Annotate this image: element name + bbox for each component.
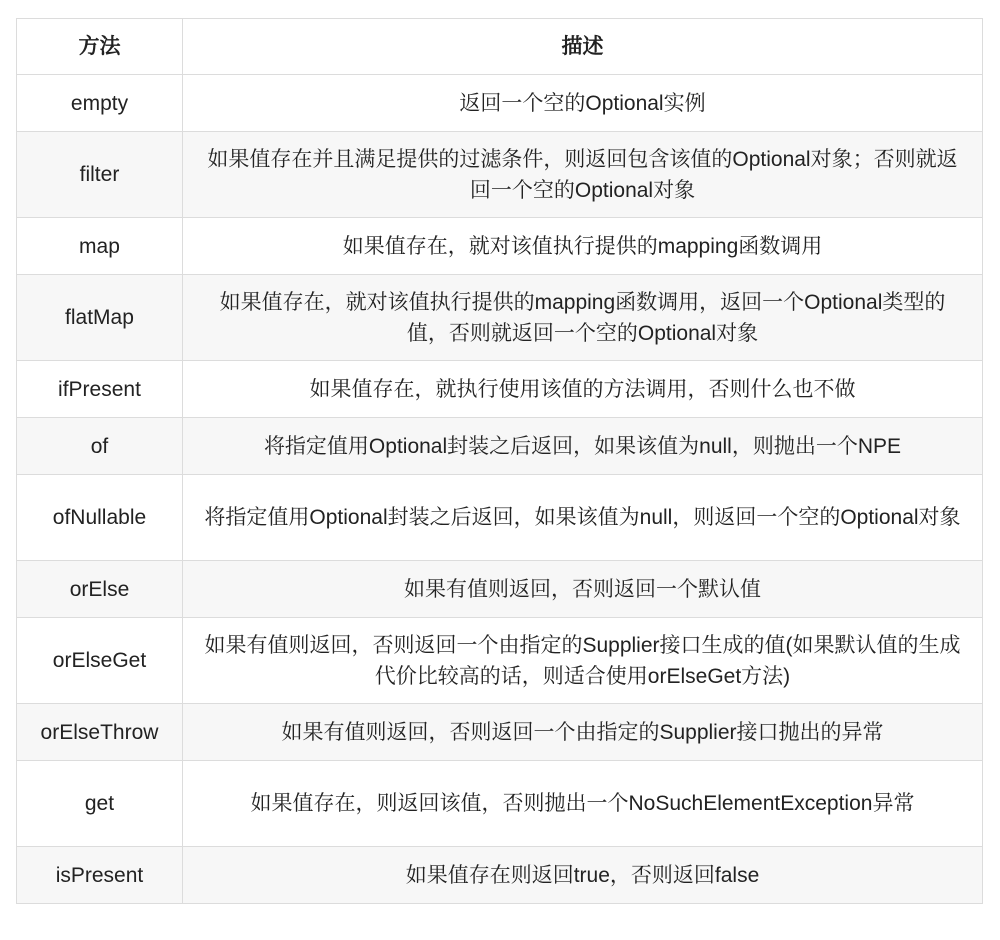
method-cell: get (17, 761, 183, 847)
table-row (17, 761, 983, 847)
table-row (17, 475, 983, 561)
table-header-row (17, 19, 983, 75)
header-description: 描述 (182, 19, 982, 75)
description-cell: 如果值存在则返回true，否则返回false (182, 847, 982, 904)
table-row (17, 75, 983, 132)
method-cell: ofNullable (17, 475, 183, 561)
table-row (17, 847, 983, 904)
method-cell: filter (17, 132, 183, 218)
description-cell: 如果有值则返回，否则返回一个默认值 (182, 561, 982, 618)
description-cell: 如果值存在并且满足提供的过滤条件，则返回包含该值的Optional对象；否则就返回一个空的Optional对象 (182, 132, 982, 218)
method-cell: flatMap (17, 275, 183, 361)
description-cell: 如果有值则返回，否则返回一个由指定的Supplier接口抛出的异常 (182, 704, 982, 761)
description-cell: 如果值存在，就对该值执行提供的mapping函数调用，返回一个Optional类型的值，否则就返回一个空的Optional对象 (182, 275, 982, 361)
table-row (17, 361, 983, 418)
description-cell: 如果有值则返回，否则返回一个由指定的Supplier接口生成的值(如果默认值的生成代价比较高的话，则适合使用orElseGet方法) (182, 618, 982, 704)
description-cell: 返回一个空的Optional实例 (182, 75, 982, 132)
table-row (17, 704, 983, 761)
method-cell: of (17, 418, 183, 475)
table-row (17, 218, 983, 275)
optional-methods-table-container (16, 18, 983, 904)
description-cell: 如果值存在，则返回该值，否则抛出一个NoSuchElementException异常 (182, 761, 982, 847)
table-row (17, 418, 983, 475)
header-method: 方法 (17, 19, 183, 75)
method-cell: orElseThrow (17, 704, 183, 761)
method-cell: orElseGet (17, 618, 183, 704)
description-cell: 将指定值用Optional封装之后返回，如果该值为null，则返回一个空的Optional对象 (182, 475, 982, 561)
description-cell: 如果值存在，就对该值执行提供的mapping函数调用 (182, 218, 982, 275)
table-row (17, 561, 983, 618)
description-cell: 将指定值用Optional封装之后返回，如果该值为null，则抛出一个NPE (182, 418, 982, 475)
table-row (17, 275, 983, 361)
optional-methods-table (16, 18, 983, 904)
table-row (17, 618, 983, 704)
description-cell: 如果值存在，就执行使用该值的方法调用，否则什么也不做 (182, 361, 982, 418)
method-cell: isPresent (17, 847, 183, 904)
method-cell: map (17, 218, 183, 275)
method-cell: orElse (17, 561, 183, 618)
table-row (17, 132, 983, 218)
method-cell: empty (17, 75, 183, 132)
method-cell: ifPresent (17, 361, 183, 418)
